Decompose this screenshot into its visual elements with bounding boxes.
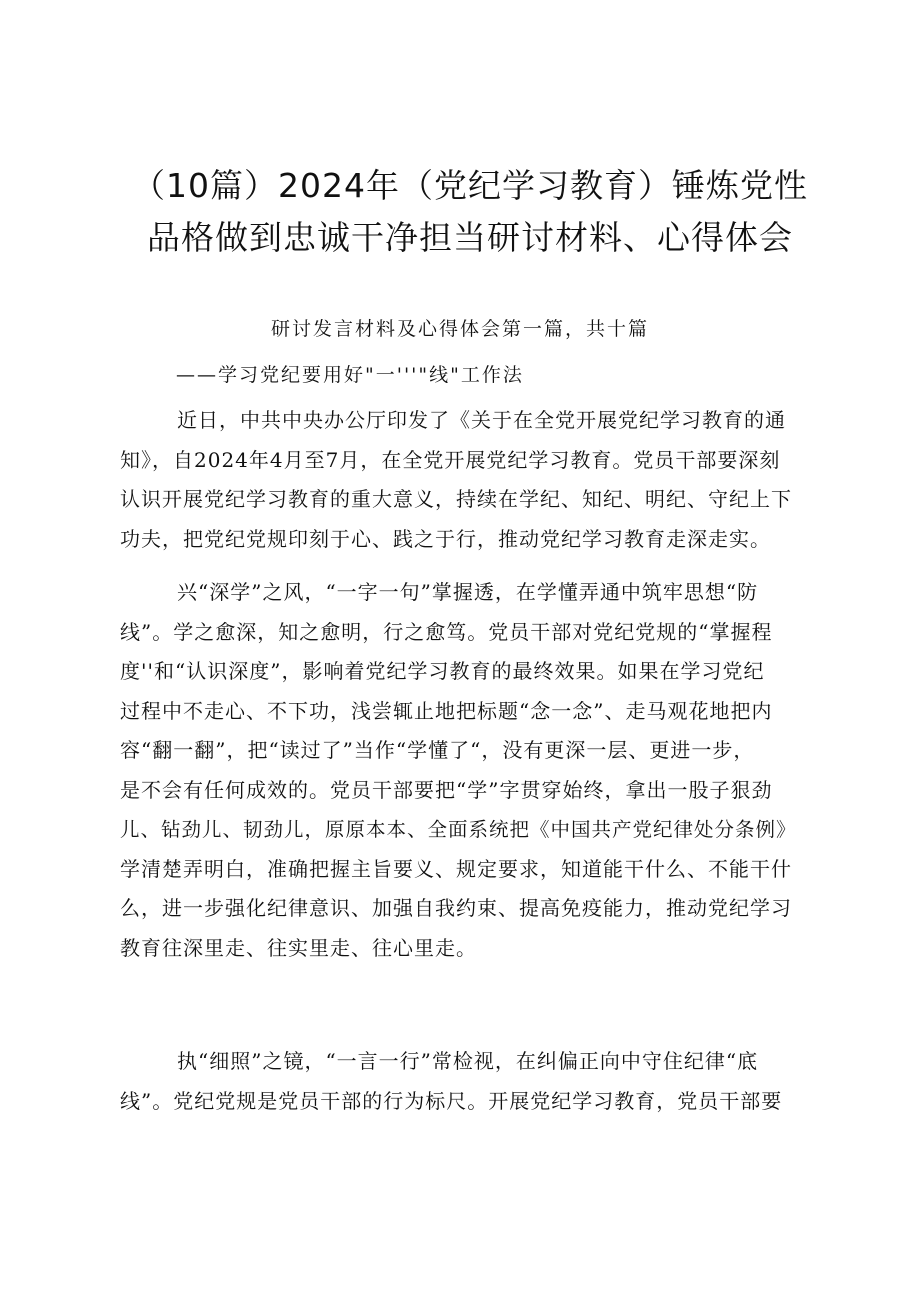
text-line: 度''和“认识深度”，影响着党纪学习教育的最终效果。如果在学习党纪 — [120, 659, 765, 683]
text-line: 线”。学之愈深，知之愈明，行之愈笃。党员干部对党纪党规的“掌握程 — [120, 619, 773, 644]
paragraph-3 — [120, 1042, 810, 1121]
text-line: 么，进一步强化纪律意识、加强自我约束、提高免疫能力，推动党纪学习 — [120, 896, 792, 920]
section-subheading: ——学习党纪要用好"一'''"线"工作法 — [176, 364, 524, 386]
text-line: 近日，中共中央办公厅印发了《关于在全党开展党纪学习教育的通 — [177, 408, 786, 432]
text-line: 学清楚弄明白，准确把握主旨要义、规定要求，知道能干什么、不能干什 — [120, 856, 792, 881]
text-line: 是不会有任何成效的。党员干部要把“学”字贯穿始终，拿出一股子狠劲 — [120, 777, 773, 802]
text-line: 兴“深学”之风，“一字一句”掌握透，在学懂弄通中筑牢思想“防 — [177, 580, 759, 604]
text-line: 功夫，把党纪党规印刻于心、践之于行，推动党纪学习教育走深走实。 — [120, 526, 771, 551]
text-line: 线”。党纪党规是党员干部的行为标尺。开展党纪学习教育，党员干部要 — [120, 1088, 783, 1113]
paragraph-1 — [120, 401, 810, 559]
text-line: 执“细照”之镜，“一言一行”常检视，在纠偏正向中守住纪律“底 — [177, 1049, 759, 1073]
document-title — [120, 160, 820, 264]
text-line: 容“翻一翻”，把“读过了”当作“学懂了“，没有更深一层、更进一步， — [120, 738, 755, 762]
paragraph-2 — [120, 573, 810, 968]
text-line: 知》，自2024年4月至7月，在全党开展党纪学习教育。党员干部要深刻 — [120, 447, 781, 472]
title-line-2: 品格做到忠诚干净担当研讨材料、心得体会 — [147, 218, 793, 257]
text-line: 教育往深里走、往实里走、往心里走。 — [120, 935, 477, 960]
text-line: 过程中不走心、不下功，浅尝辄止地把标题“念一念”、走马观花地把内 — [120, 698, 773, 723]
title-line-1: （10篇）2024年（党纪学习教育）锤炼党性 — [132, 166, 808, 205]
text-line: 儿、钻劲儿、韧劲儿，原原本本、全面系统把《中国共产党纪律处分条例》 — [120, 818, 797, 841]
section-subtitle: 研讨发言材料及心得体会第一篇，共十篇 — [270, 318, 649, 340]
text-line: 认识开展党纪学习教育的重大意义，持续在学纪、知纪、明纪、守纪上下 — [120, 487, 792, 511]
